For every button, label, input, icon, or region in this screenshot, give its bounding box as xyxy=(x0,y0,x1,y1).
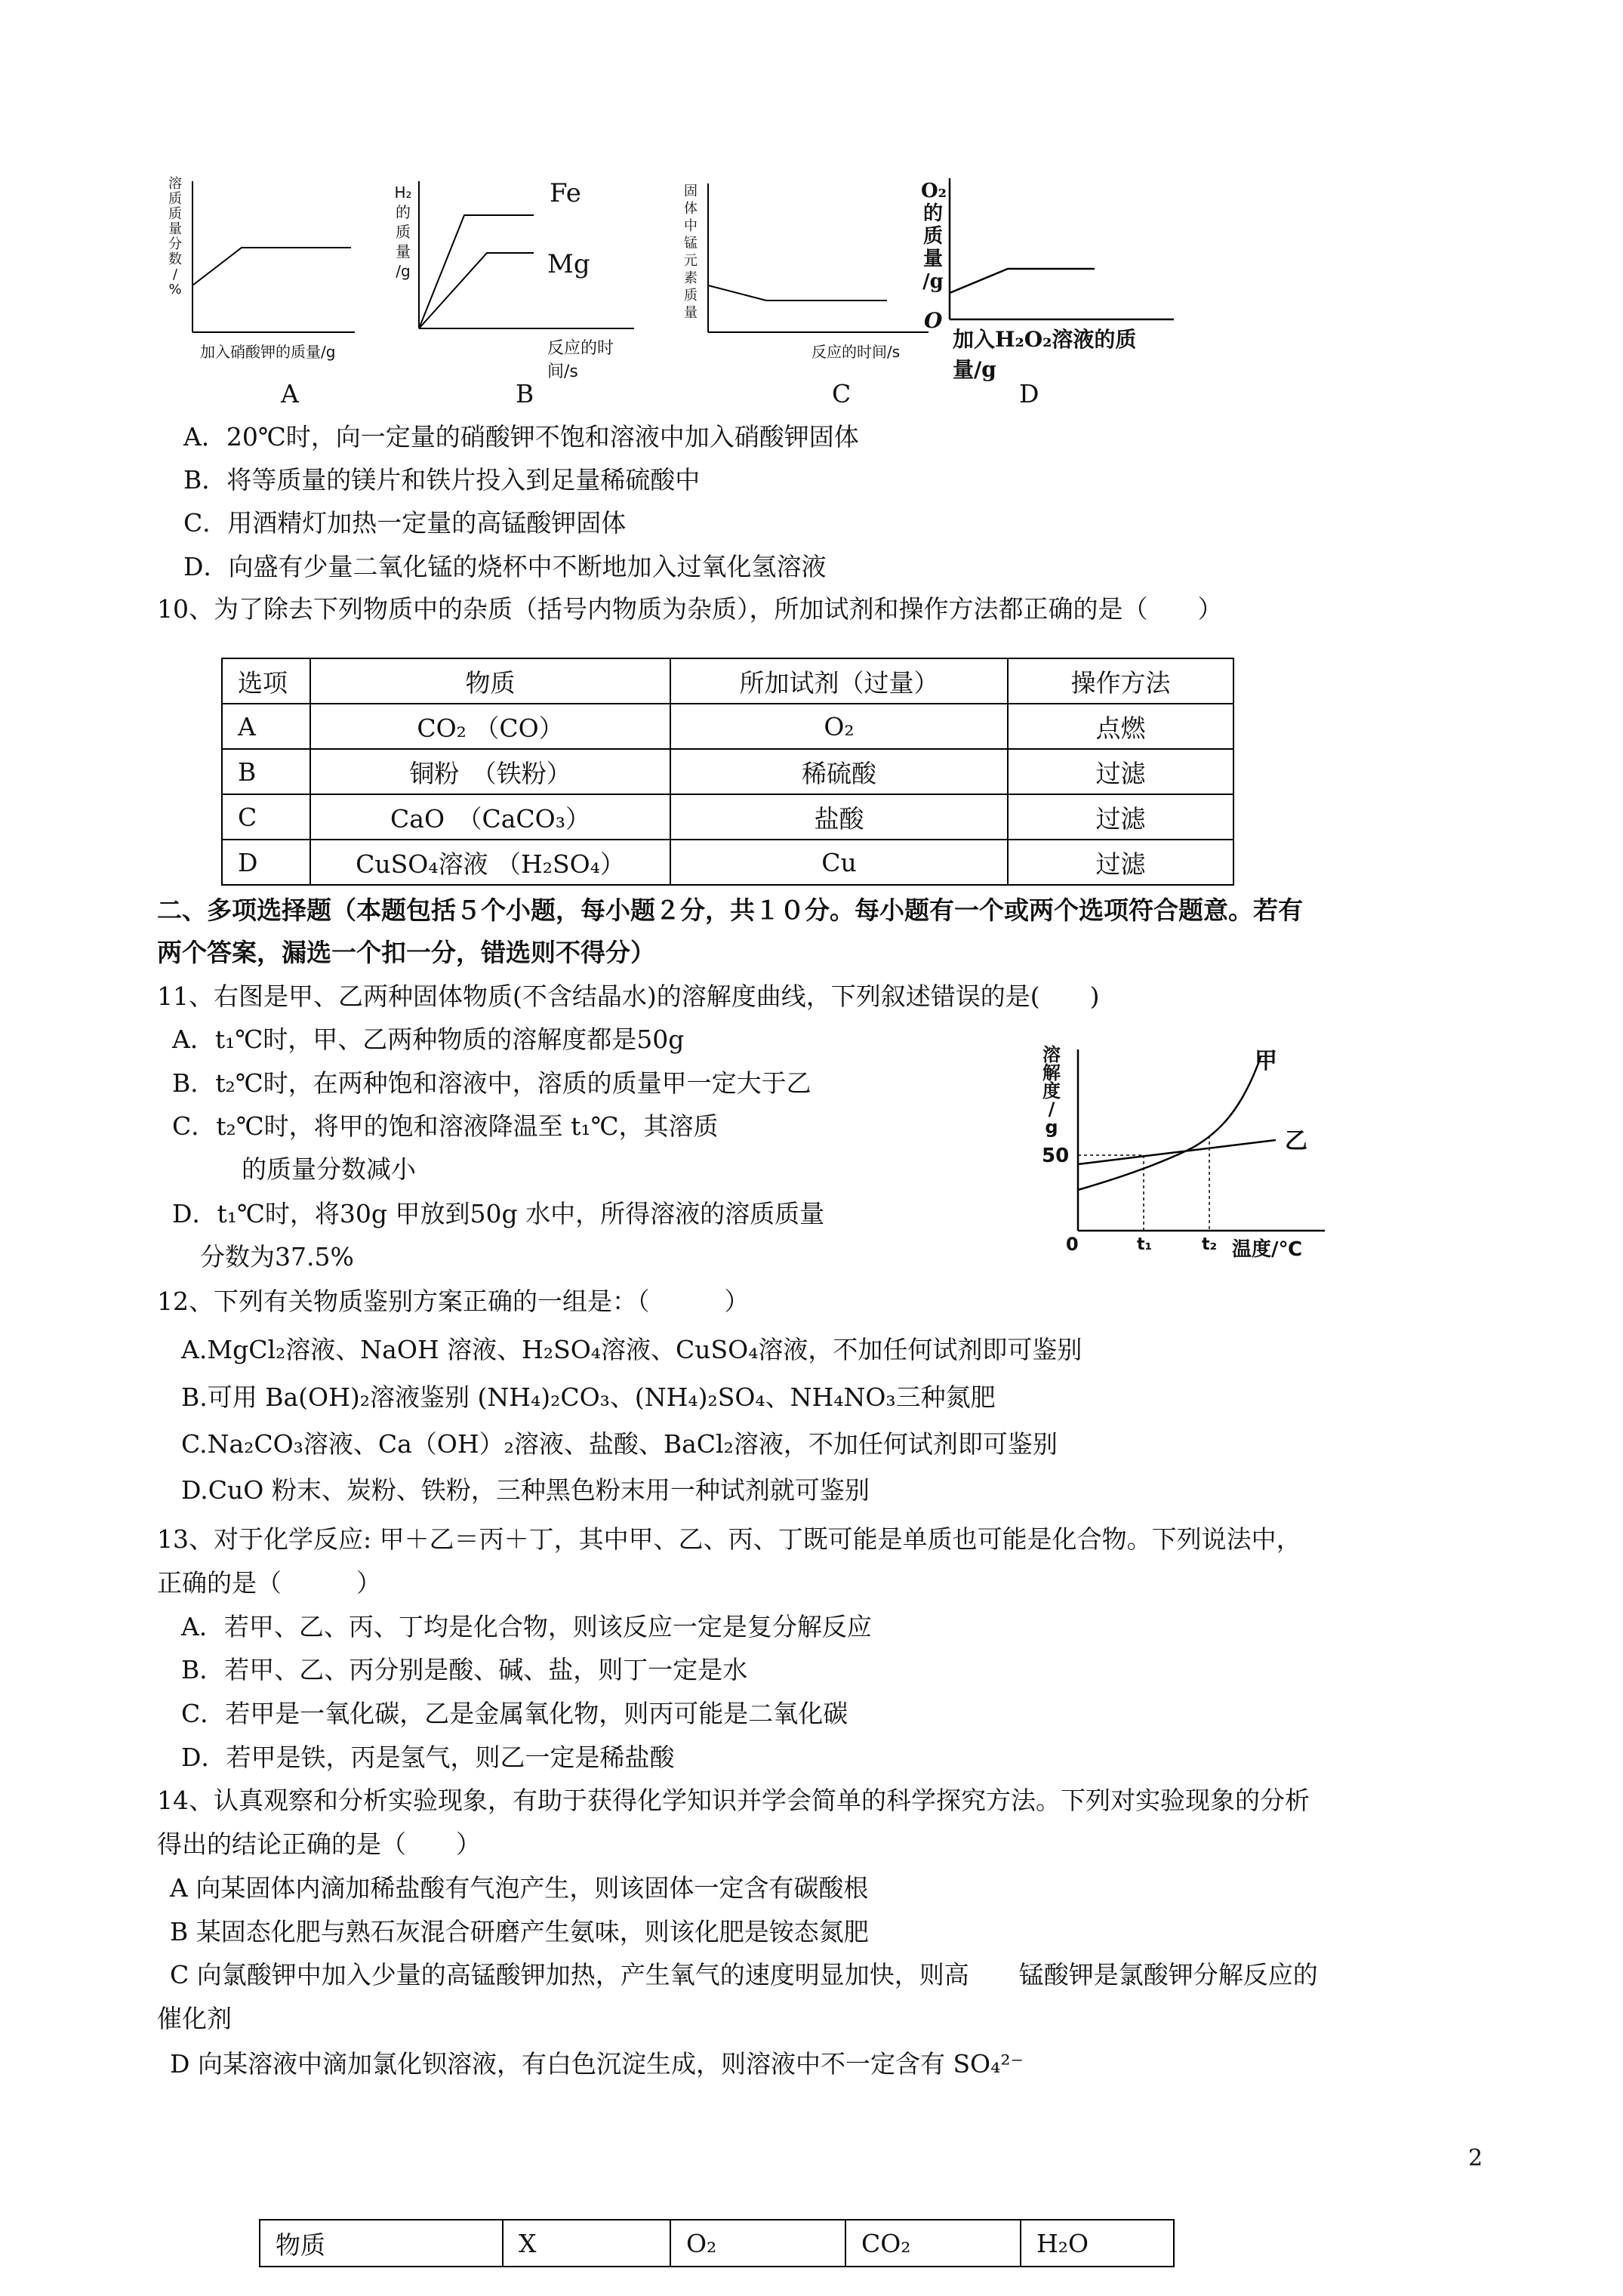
table-cell: CuSO₄溶液 （H₂SO₄） xyxy=(310,840,670,885)
graph-d-origin: O xyxy=(924,308,943,333)
q13-option-a: A．若甲、乙、丙、丁均是化合物，则该反应一定是复分解反应 xyxy=(181,1612,872,1641)
q11-option-b: B．t₂℃时，在两种饱和溶液中，溶质的质量甲一定大于乙 xyxy=(172,1068,812,1098)
q13-stem-line1: 13、对于化学反应: 甲＋乙＝丙＋丁，其中甲、乙、丙、丁既可能是单质也可能是化合物。下列说法中， xyxy=(157,1524,1301,1554)
table-cell: B xyxy=(222,749,310,794)
graph-c-svg xyxy=(679,180,936,361)
graph-a xyxy=(162,172,366,361)
q14-option-c-line2: 催化剂 xyxy=(157,2004,232,2033)
q14-option-a: A 向某固体内滴加稀盐酸有气泡产生，则该固体一定含有碳酸根 xyxy=(170,1873,869,1903)
table-cell: 点燃 xyxy=(1008,704,1233,749)
q12-stem: 12、下列有关物质鉴别方案正确的一组是：（ ） xyxy=(157,1287,750,1316)
table-row xyxy=(222,749,1233,794)
table-cell: 过滤 xyxy=(1008,749,1233,794)
q10-stem: 10、为了除去下列物质中的杂质（括号内物质为杂质），所加试剂和操作方法都正确的是（ ） xyxy=(157,594,1223,624)
q12-option-b: B.可用 Ba(OH)₂溶液鉴别 (NH₄)₂CO₃、(NH₄)₂SO₄、NH₄NO₃三种氮肥 xyxy=(181,1382,996,1412)
graph-c-ylabel: 固 体 中 锰 元 素 质 量 xyxy=(684,183,698,321)
q13-option-d: D．若甲是铁，丙是氢气，则乙一定是稀盐酸 xyxy=(181,1743,675,1772)
q14-option-b: B 某固态化肥与熟石灰混合研磨产生氨味，则该化肥是铵态氮肥 xyxy=(170,1917,869,1946)
q13-stem-line2: 正确的是（ ） xyxy=(157,1568,381,1598)
table-cell: CO₂ xyxy=(845,2220,1021,2267)
table-cell: D xyxy=(222,840,310,885)
q14-option-c-line1: C 向氯酸钾中加入少量的高锰酸钾加热，产生氧气的速度明显加快，则高 锰酸钾是氯酸钾分解反应的 xyxy=(170,1960,1318,1989)
table-cell: O₂ xyxy=(670,2220,845,2267)
graph-b-ylabel: H₂ 的 质 量 /g xyxy=(394,183,412,280)
table-cell: 稀硫酸 xyxy=(670,749,1008,794)
solubility-x-tick-t2: t₂ xyxy=(1202,1235,1218,1254)
graph-c-xlabel: 反应的时间/s xyxy=(812,343,901,361)
table-cell: 过滤 xyxy=(1008,840,1233,885)
table-row xyxy=(260,2220,1174,2267)
graph-d-xlabel: 加入H₂O₂溶液的质量/g xyxy=(953,327,1137,382)
table-cell: 铜粉 （铁粉） xyxy=(310,749,670,794)
graph-b-svg xyxy=(389,174,638,362)
q11-option-a: A．t₁℃时，甲、乙两种物质的溶解度都是50g xyxy=(172,1025,685,1054)
graph-b-xlabel: 反应的时间/s xyxy=(547,339,614,381)
table-row xyxy=(222,840,1233,885)
graph-b xyxy=(389,174,638,381)
table-header-cell: 选项 xyxy=(222,658,310,704)
graph-d xyxy=(913,172,1178,382)
graph-b-series-fe: Fe xyxy=(550,178,581,208)
q11-option-c-line1: C．t₂℃时，将甲的饱和溶液降温至 t₁℃，其溶质 xyxy=(172,1111,719,1141)
table-cell: CO₂ （CO） xyxy=(310,704,670,749)
graph-d-letter: D xyxy=(1019,379,1039,408)
graph-b-letter: B xyxy=(516,379,534,408)
q11-stem: 11、右图是甲、乙两种固体物质(不含结晶水)的溶解度曲线，下列叙述错误的是( ) xyxy=(157,982,1100,1011)
table-row xyxy=(222,794,1233,840)
table-cell: O₂ xyxy=(670,704,1008,749)
q11-option-d-line2: 分数为37.5% xyxy=(200,1242,354,1271)
q9-option-b: B．将等质量的镁片和铁片投入到足量稀硫酸中 xyxy=(183,465,701,495)
section2-heading-line2: 两个答案，漏选一个扣一分，错选则不得分） xyxy=(157,938,655,967)
graph-c-letter: C xyxy=(832,379,852,408)
graph-a-letter: A xyxy=(281,379,299,408)
table-cell: C xyxy=(222,794,310,840)
q11-option-c-line2: 的质量分数减小 xyxy=(242,1154,416,1184)
graph-b-series-mg: Mg xyxy=(547,249,590,279)
q12-option-d: D.CuO 粉末、炭粉、铁粉，三种黑色粉末用一种试剂就可鉴别 xyxy=(181,1475,870,1505)
q11-option-d-line1: D．t₁℃时，将30g 甲放到50g 水中，所得溶液的溶质质量 xyxy=(172,1199,825,1228)
solubility-ylabel: 溶 解 度 / g xyxy=(1042,1044,1061,1138)
solubility-xlabel: 温度/℃ xyxy=(1232,1238,1302,1261)
table-cell: A xyxy=(222,704,310,749)
q14-stem-line2: 得出的结论正确的是（ ） xyxy=(157,1829,481,1859)
table-header-row xyxy=(222,658,1233,704)
q9-option-c: C．用酒精灯加热一定量的高锰酸钾固体 xyxy=(183,508,627,538)
graph-a-xlabel: 加入硝酸钾的质量/g xyxy=(200,343,336,361)
q9-option-a: A．20℃时，向一定量的硝酸钾不饱和溶液中加入硝酸钾固体 xyxy=(183,422,859,451)
table-header-cell: 所加试剂（过量） xyxy=(670,658,1008,704)
bottom-table xyxy=(259,2219,1175,2267)
table-row xyxy=(222,704,1233,749)
solubility-series-yi: 乙 xyxy=(1285,1128,1307,1154)
solubility-chart xyxy=(1034,1042,1329,1261)
table-cell: H₂O xyxy=(1021,2220,1174,2267)
graph-a-ylabel: 溶 质 质 量 分 数 / % xyxy=(168,176,182,297)
q13-option-c: C．若甲是一氧化碳，乙是金属氧化物，则丙可能是二氧化碳 xyxy=(181,1699,848,1728)
graph-d-ylabel: O₂ 的 质 量 /g xyxy=(921,180,947,293)
graph-c xyxy=(679,180,936,361)
q9-option-d: D．向盛有少量二氧化锰的烧杯中不断地加入过氧化氢溶液 xyxy=(183,552,827,581)
table-cell: CaO （CaCO₃） xyxy=(310,794,670,840)
table-cell: 物质 xyxy=(260,2220,503,2267)
page-number: 2 xyxy=(1468,2145,1483,2171)
graph-a-svg xyxy=(162,172,366,361)
section2-heading-line1: 二、多项选择题（本题包括５个小题，每小题２分，共１０分。每小题有一个或两个选项符合题意。若有 xyxy=(157,895,1303,925)
table-header-cell: 物质 xyxy=(310,658,670,704)
solubility-y-tick-50: 50 xyxy=(1042,1145,1070,1167)
table-header-cell: 操作方法 xyxy=(1008,658,1233,704)
solubility-series-jia: 甲 xyxy=(1255,1048,1277,1074)
q14-stem-line1: 14、认真观察和分析实验现象，有助于获得化学知识并学会简单的科学探究方法。下列对实验现象的分析 xyxy=(157,1786,1310,1815)
q12-option-a: A.MgCl₂溶液、NaOH 溶液、H₂SO₄溶液、CuSO₄溶液，不加任何试剂即可鉴别 xyxy=(181,1335,1083,1364)
q10-table xyxy=(221,658,1234,886)
table-cell: 盐酸 xyxy=(670,794,1008,840)
q12-option-c: C.Na₂CO₃溶液、Ca（OH）₂溶液、盐酸、BaCl₂溶液，不加任何试剂即可鉴别 xyxy=(181,1429,1058,1459)
table-cell: Cu xyxy=(670,840,1008,885)
q14-option-d: D 向某溶液中滴加氯化钡溶液，有白色沉淀生成，则溶液中不一定含有 SO₄²⁻ xyxy=(170,2049,1024,2079)
table-cell: 过滤 xyxy=(1008,794,1233,840)
table-cell: X xyxy=(503,2220,670,2267)
q13-option-b: B．若甲、乙、丙分别是酸、碱、盐，则丁一定是水 xyxy=(181,1655,748,1684)
solubility-x-tick-t1: t₁ xyxy=(1137,1235,1153,1254)
solubility-origin: 0 xyxy=(1066,1234,1079,1255)
